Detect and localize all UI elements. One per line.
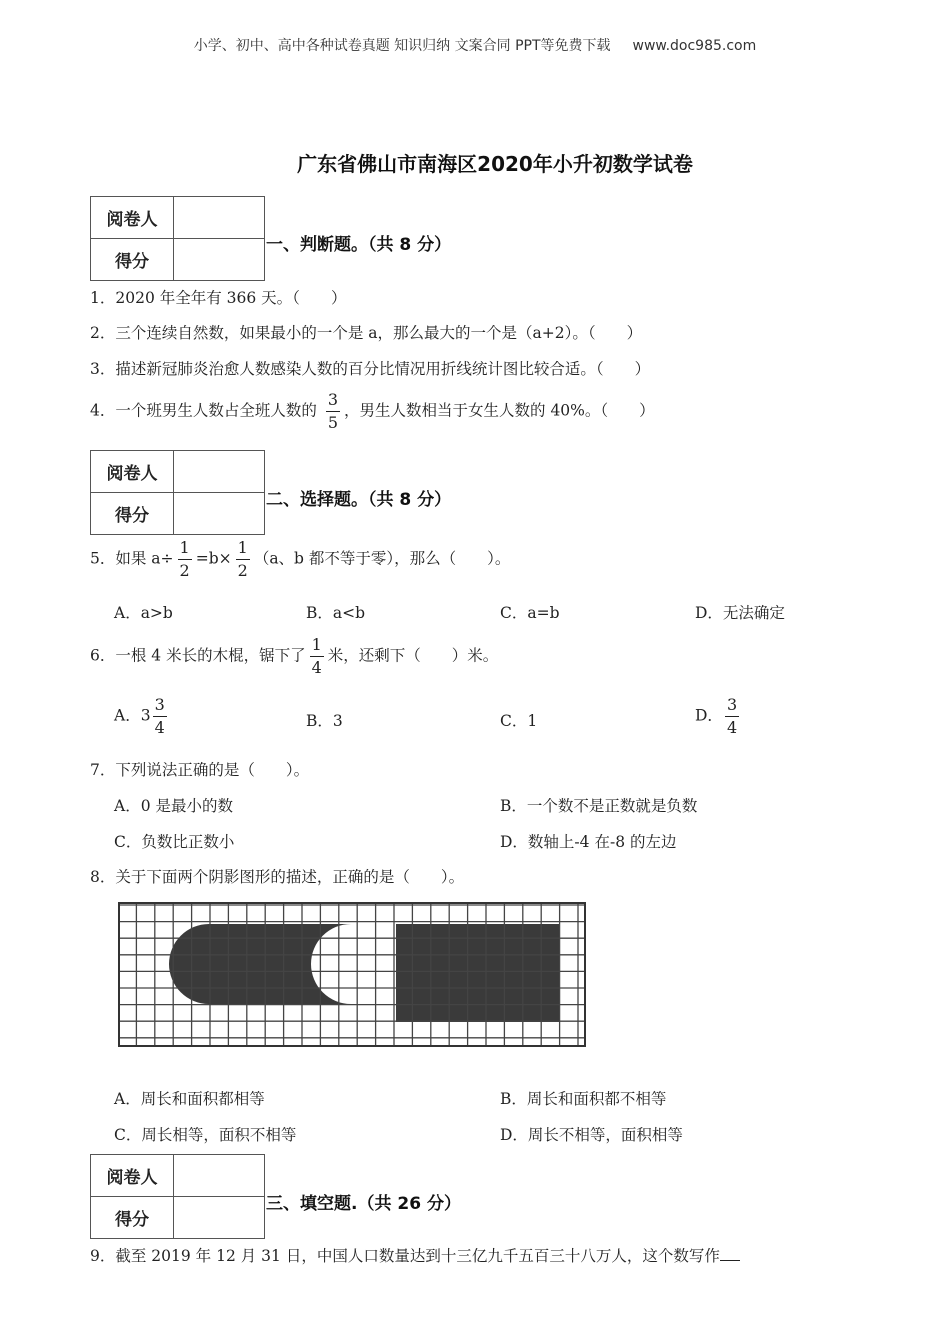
- numerator: 1: [178, 540, 192, 560]
- question-4: [90, 392, 655, 431]
- numerator: 3: [153, 697, 167, 717]
- option-d[interactable]: D．周长不相等，面积相等: [500, 1126, 683, 1144]
- score-table: [90, 1154, 265, 1239]
- denominator: 5: [327, 413, 339, 432]
- option-label: A．3: [114, 706, 151, 725]
- score-table: [90, 196, 265, 281]
- option-b[interactable]: B．3: [306, 712, 343, 730]
- question-number: 1．: [90, 289, 116, 307]
- numerator: 1: [236, 540, 250, 560]
- option-c[interactable]: C．a=b: [500, 604, 560, 622]
- option-b[interactable]: B．周长和面积都不相等: [500, 1090, 667, 1108]
- page-header: [0, 35, 950, 55]
- option-c[interactable]: C．1: [500, 712, 538, 730]
- fraction: [725, 697, 739, 736]
- question-text: 一根 4 米长的木棍，锯下了: [115, 646, 306, 665]
- reviewer-label: 阅卷人: [91, 197, 174, 239]
- section-heading: 一、判断题。（共 8 分）: [266, 235, 452, 255]
- question-7: [90, 758, 309, 780]
- reviewer-cell[interactable]: [174, 451, 265, 493]
- option-b[interactable]: B．a<b: [306, 604, 366, 622]
- exam-title: 广东省佛山市南海区2020年小升初数学试卷: [297, 152, 693, 176]
- fraction: [326, 392, 340, 431]
- header-url[interactable]: www.doc985.com: [632, 38, 757, 54]
- fraction: [236, 540, 250, 579]
- question-5: [90, 540, 510, 579]
- denominator: 4: [154, 718, 165, 737]
- option-a[interactable]: A．a>b: [114, 604, 173, 622]
- question-1: [90, 286, 346, 308]
- header-text: 小学、初中、高中各种试卷真题 知识归纳 文案合同 PPT等免费下载: [193, 38, 611, 54]
- question-text: 如果 a÷: [115, 549, 174, 568]
- question-3: [90, 357, 650, 379]
- option-b[interactable]: B．一个数不是正数就是负数: [500, 797, 698, 815]
- section-heading: 二、选择题。（共 8 分）: [266, 490, 452, 510]
- denominator: 2: [179, 561, 190, 580]
- option-d[interactable]: D．无法确定: [695, 604, 785, 622]
- option-a[interactable]: A．0 是最小的数: [114, 797, 233, 815]
- answer-blank[interactable]: [720, 1246, 740, 1261]
- question-text: 关于下面两个阴影图形的描述，正确的是（ ）。: [115, 868, 465, 886]
- score-cell[interactable]: [174, 493, 265, 535]
- question-6: [90, 637, 498, 676]
- reviewer-label: 阅卷人: [91, 451, 174, 493]
- section-heading: 三、填空题.（共 26 分）: [266, 1194, 461, 1214]
- question-text: 截至 2019 年 12 月 31 日，中国人口数量达到十三亿九千五百三十八万人，这个数写作: [115, 1247, 720, 1265]
- question-9: [90, 1244, 740, 1266]
- option-a[interactable]: A．周长和面积都相等: [114, 1090, 265, 1108]
- fraction: [153, 697, 167, 736]
- option-label: D．: [695, 706, 723, 725]
- score-table: [90, 450, 265, 535]
- numerator: 3: [326, 392, 340, 412]
- question-text: =b×: [195, 549, 232, 568]
- score-cell[interactable]: [174, 239, 265, 281]
- denominator: 4: [311, 658, 322, 677]
- question-number: 8．: [90, 868, 116, 886]
- score-label: 得分: [91, 239, 174, 281]
- option-d[interactable]: [695, 697, 743, 736]
- denominator: 4: [726, 718, 738, 737]
- question-text: 描述新冠肺炎治愈人数感染人数的百分比情况用折线统计图比较合适。（ ）: [115, 360, 651, 378]
- score-cell[interactable]: [174, 1197, 265, 1239]
- shaded-figures-grid: [118, 902, 586, 1047]
- numerator: 3: [725, 697, 739, 717]
- question-2: [90, 321, 642, 343]
- numerator: 1: [310, 637, 324, 657]
- question-text: （a、b 都不等于零），那么（ ）。: [253, 549, 511, 568]
- reviewer-label: 阅卷人: [91, 1155, 174, 1197]
- option-c[interactable]: C．周长相等，面积不相等: [114, 1126, 297, 1144]
- fraction: [310, 637, 324, 676]
- question-number: 6．: [90, 646, 116, 665]
- question-number: 7．: [90, 761, 116, 779]
- option-c[interactable]: C．负数比正数小: [114, 833, 235, 851]
- reviewer-cell[interactable]: [174, 1155, 265, 1197]
- score-label: 得分: [91, 1197, 174, 1239]
- question-text: ，男生人数相当于女生人数的 40%。（ ）: [344, 401, 655, 420]
- reviewer-cell[interactable]: [174, 197, 265, 239]
- question-number: 4．: [90, 401, 116, 420]
- denominator: 2: [237, 561, 248, 580]
- fraction: [178, 540, 192, 579]
- question-text: 2020 年全年有 366 天。（ ）: [115, 289, 347, 307]
- option-a[interactable]: [114, 697, 171, 736]
- question-text: 三个连续自然数，如果最小的一个是 a，那么最大的一个是（a+2）。（ ）: [115, 324, 643, 342]
- question-8: [90, 865, 464, 887]
- question-number: 3．: [90, 360, 116, 378]
- option-d[interactable]: D．数轴上-4 在-8 的左边: [500, 833, 677, 851]
- question-number: 2．: [90, 324, 116, 342]
- question-text: 米，还剩下（ ）米。: [327, 646, 499, 665]
- score-label: 得分: [91, 493, 174, 535]
- question-number: 9．: [90, 1247, 116, 1265]
- question-text: 下列说法正确的是（ ）。: [115, 761, 310, 779]
- question-text: 一个班男生人数占全班人数的: [115, 401, 317, 420]
- question-number: 5．: [90, 549, 116, 568]
